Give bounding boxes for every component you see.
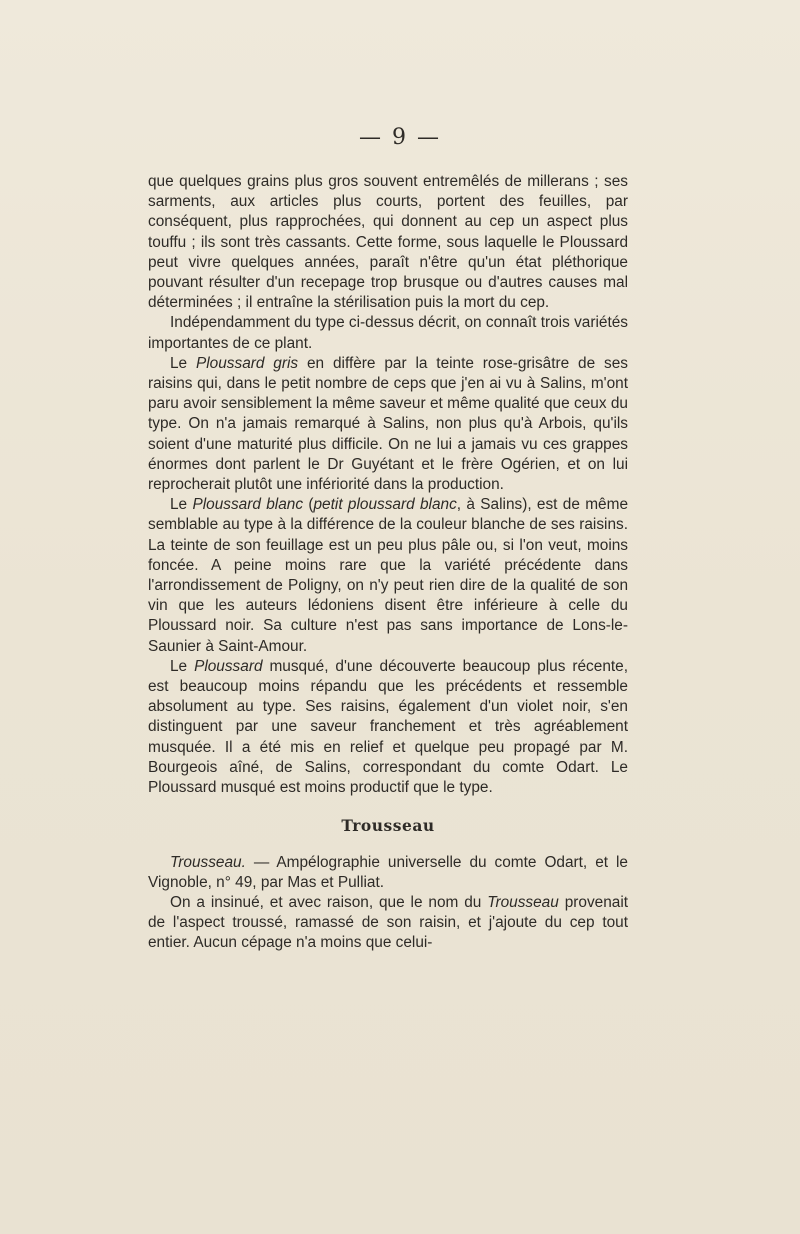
variety-alias: petit ploussard blanc [313, 496, 457, 514]
variety-name: Ploussard blanc [192, 496, 304, 514]
paragraph-ploussard-gris [148, 354, 628, 495]
text-run: provenait de l'aspect troussé, ramassé de son raisin, et j'ajoute du cep tout entier. Aucun cépage n'a moins que celui- [148, 893, 629, 952]
paragraph-ploussard-blanc [148, 495, 628, 657]
paragraph-trousseau [148, 893, 628, 954]
text-run: On a insinué, et avec raison, que le nom du [170, 893, 488, 911]
section-heading: Trousseau [341, 816, 435, 836]
text-run: Le [170, 496, 193, 514]
body-text [148, 172, 628, 954]
page-number: — 9 — [359, 125, 441, 150]
variety-name: Ploussard gris [196, 354, 299, 372]
variety-name: Ploussard [194, 657, 263, 675]
paragraph-2: Indépendamment du type ci-dessus décrit, on connaît trois variétés importantes de ce plant. [148, 314, 628, 352]
cepage-name: Trousseau [487, 893, 559, 911]
text-run: Le [170, 354, 196, 372]
paragraph-references [148, 853, 628, 893]
text-run: Le [170, 657, 195, 675]
text-run: ( [303, 496, 314, 514]
paragraph-ploussard-musque [148, 657, 628, 798]
text-run: musqué, d'une découverte beaucoup plus récente, est beaucoup moins répandu que les précédents et ressemble absolument au type. Ses raisins, également d'un violet noir, s'en distinguent par une saveur franchement et très agréablement musquée. Il a été mis en relief et quelque peu propagé par M. Bourgeois aîné, de Salins, correspondant du comte Odart. Le Ploussard musqué est moins productif que le type. [148, 657, 628, 797]
text-run: — Ampélographie universelle du comte Odart, et le Vignoble, n° 49, par Mas et Pulliat. [148, 853, 628, 891]
paragraph-1: que quelques grains plus gros souvent entremêlés de millerans ; ses sarments, aux articles plus courts, portent des feuilles, par conséquent, plus rapprochées, qui donnent au cep un aspect plus touffu ; ils sont très cassants. Cette forme, sous laquelle le Ploussard peut vivre quelques années, paraît n'être qu'un état pléthorique pouvant résulter d'un recepage trop brusque ou d'autres causes mal déterminées ; il entraîne la stérilisation puis la mort du cep. [148, 173, 628, 312]
text-run: en diffère par la teinte rose-grisâtre de ses raisins qui, dans le petit nombre de ceps que j'en ai vu à Salins, m'ont paru avoir sensiblement la même saveur et même qualité que ceux du type. On n'a jamais remarqué à Salins, non plus qu'à Arbois, qu'ils soient d'une maturité plus difficile. On ne lui a jamais vu ces grappes énormes dont parlent le Dr Guyétant et le frère Ogérien, et on lui reprocherait plutôt une infériorité dans la production. [148, 354, 628, 494]
cepage-name: Trousseau. [170, 853, 246, 871]
text-run: , à Salins), est de même semblable au type à la différence de la couleur blanche de ses raisins. La teinte de son feuillage est un peu plus pâle ou, si l'on veut, moins foncée. A peine moins rare que la variété précédente dans l'arrondissement de Poligny, on n'y peut rien dire de la qualité de son vin que les auteurs lédoniens disent être inférieure à celle du Ploussard noir. Sa culture n'est pas sans importance de Lons-le-Saunier à Saint-Amour. [148, 496, 629, 655]
